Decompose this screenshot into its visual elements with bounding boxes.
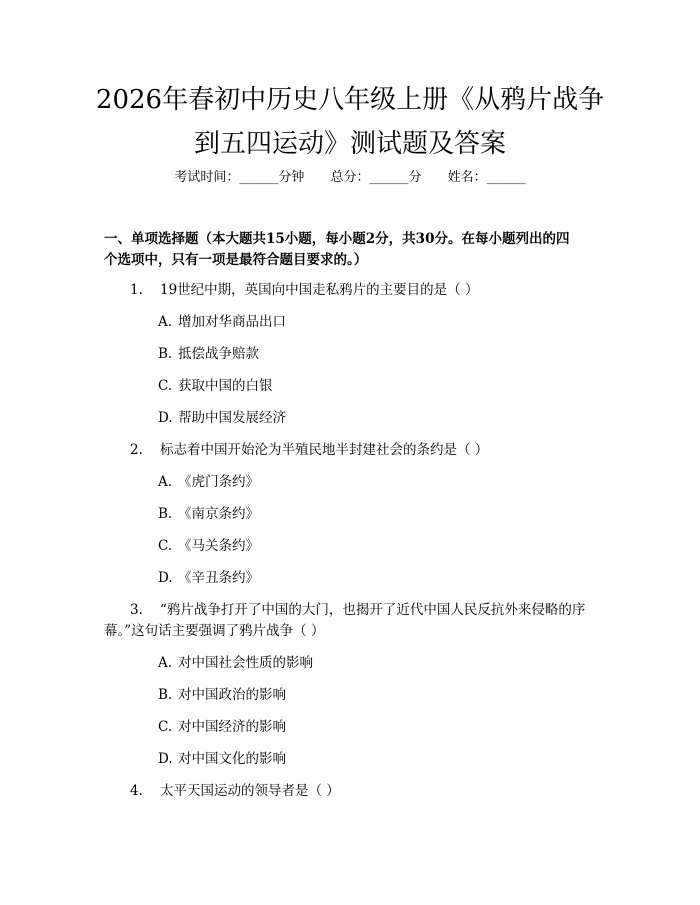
question-1 bbox=[130, 280, 625, 301]
option-text: 帮助中国发展经济 bbox=[178, 410, 286, 426]
question-number: 3. bbox=[130, 602, 143, 618]
option-letter: D. bbox=[158, 410, 173, 426]
question-number: 1. bbox=[130, 282, 143, 298]
name-label: 姓名：______ bbox=[447, 170, 526, 185]
question-4 bbox=[130, 781, 625, 802]
question-3-option-d bbox=[158, 749, 618, 770]
option-text: 增加对华商品出口 bbox=[178, 314, 286, 330]
question-text-line-2: 幕。”这句话主要强调了鸦片战争（ ） bbox=[104, 623, 325, 639]
option-letter: C. bbox=[158, 378, 173, 394]
title-line-2: 到五四运动》测试题及答案 bbox=[193, 129, 506, 159]
option-letter: D. bbox=[158, 570, 173, 586]
total-score-label: 总分：______分 bbox=[330, 170, 422, 185]
document-title bbox=[60, 78, 640, 166]
question-2 bbox=[130, 440, 625, 461]
question-number: 4. bbox=[130, 783, 143, 799]
question-2-option-a bbox=[158, 472, 618, 493]
option-text: 对中国社会性质的影响 bbox=[178, 655, 313, 671]
question-3-continued bbox=[104, 621, 624, 642]
question-1-option-a bbox=[158, 312, 618, 333]
option-letter: C. bbox=[158, 538, 173, 554]
question-1-option-c bbox=[158, 376, 618, 397]
question-1-option-d bbox=[158, 408, 618, 429]
question-text-line-1: “鸦片战争打开了中国的大门，也揭开了近代中国人民反抗外来侵略的序 bbox=[160, 602, 586, 618]
question-text: 标志着中国开始沦为半殖民地半封建社会的条约是（ ） bbox=[160, 442, 489, 458]
option-text: 《辛丑条约》 bbox=[178, 570, 259, 586]
section-title bbox=[104, 229, 624, 271]
option-letter: B. bbox=[158, 346, 173, 362]
question-1-option-b bbox=[158, 344, 618, 365]
question-2-option-d bbox=[158, 568, 618, 589]
option-letter: A. bbox=[158, 474, 173, 490]
option-text: 《马关条约》 bbox=[178, 538, 259, 554]
question-2-option-c bbox=[158, 536, 618, 557]
option-text: 对中国经济的影响 bbox=[178, 719, 286, 735]
option-text: 《虎门条约》 bbox=[178, 474, 259, 490]
option-letter: A. bbox=[158, 314, 173, 330]
option-letter: C. bbox=[158, 719, 173, 735]
option-text: 《南京条约》 bbox=[178, 506, 259, 522]
option-text: 获取中国的白银 bbox=[178, 378, 273, 394]
title-line-1: 2026年春初中历史八年级上册《从鸦片战争 bbox=[95, 85, 605, 115]
question-text: 19世纪中期，英国向中国走私鸦片的主要目的是（ ） bbox=[160, 282, 479, 298]
question-2-option-b bbox=[158, 504, 618, 525]
section-title-line-1: 一、单项选择题（本大题共15小题，每小题2分，共30分。在每小题列出的四 bbox=[104, 231, 570, 247]
exam-time-label: 考试时间：______分钟 bbox=[174, 170, 305, 185]
question-3-option-b bbox=[158, 685, 618, 706]
exam-meta bbox=[0, 168, 700, 188]
option-letter: B. bbox=[158, 506, 173, 522]
question-text: 太平天国运动的领导者是（ ） bbox=[160, 783, 340, 799]
question-3 bbox=[130, 600, 625, 621]
option-letter: B. bbox=[158, 687, 173, 703]
option-text: 对中国文化的影响 bbox=[178, 751, 286, 767]
question-3-option-c bbox=[158, 717, 618, 738]
question-3-option-a bbox=[158, 653, 618, 674]
section-title-line-2: 个选项中，只有一项是最符合题目要求的。） bbox=[104, 252, 368, 268]
option-letter: D. bbox=[158, 751, 173, 767]
option-letter: A. bbox=[158, 655, 173, 671]
option-text: 抵偿战争赔款 bbox=[178, 346, 259, 362]
option-text: 对中国政治的影响 bbox=[178, 687, 286, 703]
question-number: 2. bbox=[130, 442, 143, 458]
